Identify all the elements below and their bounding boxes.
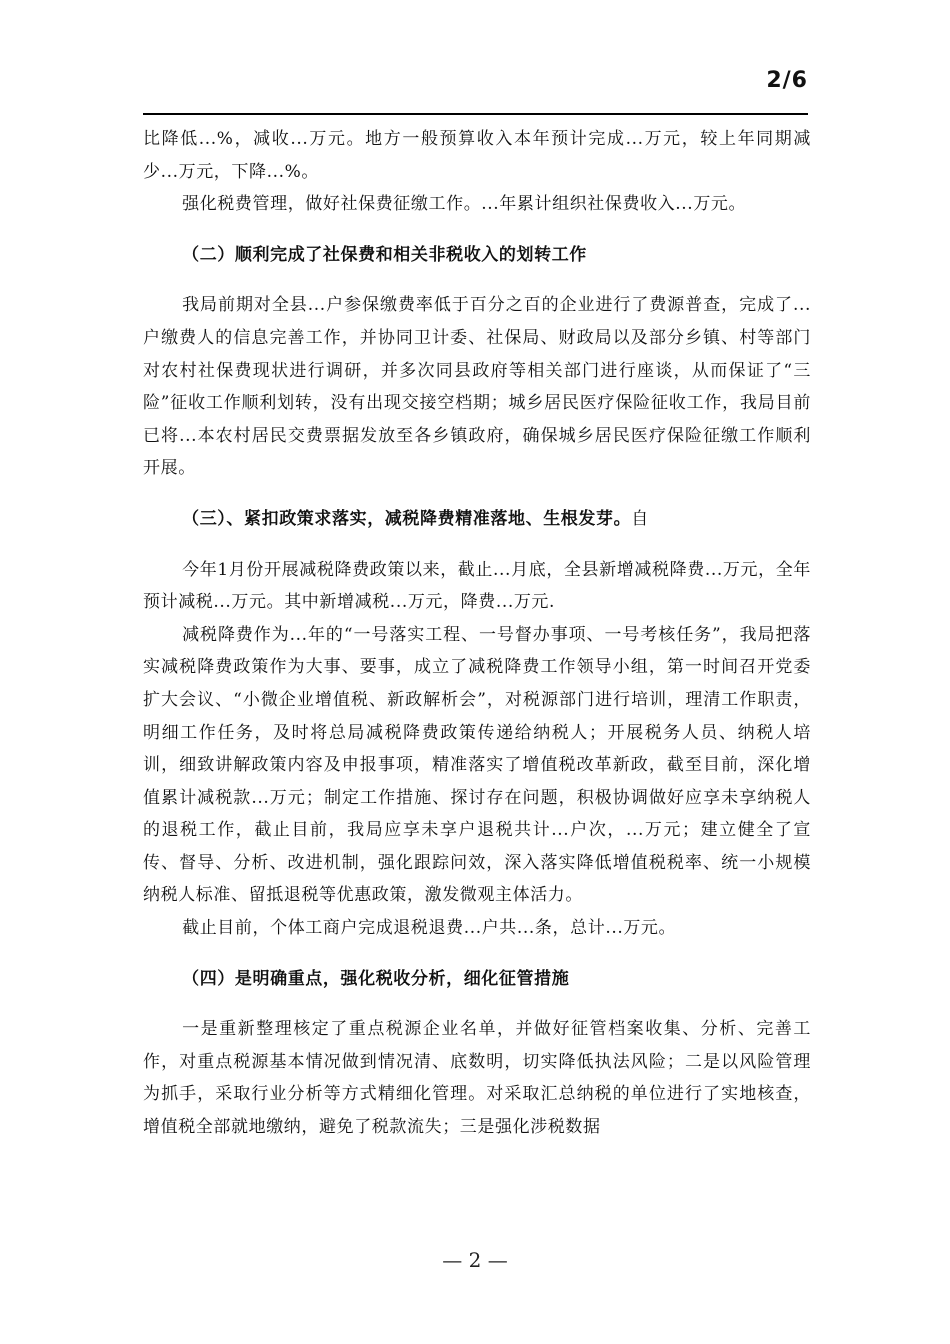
paragraph-4: 今年1月份开展减税降费政策以来，截止...月底，全县新增减税降费...万元，全年预计减税...万元。其中新增减税...万元，降费...万元. (143, 559, 811, 613)
paragraph-5: 减税降费作为...年的“一号落实工程、一号督办事项、一号考核任务”，我局把落实减税降费政策作为大事、要事，成立了减税降费工作领导小组，第一时间召开党委扩大会议、“小微企业增值税、新政解析会”，对税源部门进行培训，理清工作职责，明细工作任务，及时将总局减税降费政策传递给纳税人；开展税务人员、纳税人培训，细致讲解政策内容及申报事项，精准落实了增值税改革新政，截至目前，深化增值累计减税款...万元；制定工作措施、探讨存在问题，积极协调做好应享未享纳税人的退税工作，截止目前，我局应享未享户退税共计...户次，...万元；建立健全了宣传、督导、分析、改进机制，强化跟踪问效，深入落实降低增值税税率、统一小规模纳税人标准、留抵退税等优惠政策，激发微观主体活力。 (143, 624, 811, 906)
paragraph-1: 比降低...%，减收...万元。地方一般预算收入本年预计完成...万元，较上年同期减少...万元，下降...%。 (143, 129, 811, 182)
document-body (143, 123, 811, 1144)
section-heading-3-suffix: 自 (631, 508, 649, 529)
page-indicator: 2/6 (766, 68, 808, 93)
paragraph-6: 截止目前，个体工商户完成退税退费...户共...条，总计...万元。 (182, 918, 677, 939)
paragraph-7: 一是重新整理核定了重点税源企业名单，并做好征管档案收集、分析、完善工作，对重点税源基本情况做到情况清、底数明，切实降低执法风险；二是以风险管理为抓手，采取行业分析等方式精细化管理。对采取汇总纳税的单位进行了实地核查，增值税全部就地缴纳，避免了税款流失；三是强化涉税数据 (143, 1019, 811, 1138)
section-heading-4: （四）是明确重点，强化税收分析，细化征管措施 (182, 968, 570, 989)
section-heading-3 (143, 503, 811, 536)
paragraph-2: 强化税费管理，做好社保费征缴工作。...年累计组织社保费收入...万元。 (182, 194, 747, 215)
header-rule (143, 113, 808, 115)
footer-page-number: — 2 — (442, 1248, 508, 1272)
paragraph-3: 我局前期对全县...户参保缴费率低于百分之百的企业进行了费源普查，完成了...户缴费人的信息完善工作，并协同卫计委、社保局、财政局以及部分乡镇、村等部门对农村社保费现状进行调研，并多次同县政府等相关部门进行座谈，从而保证了“三险”征收工作顺利划转，没有出现交接空档期；城乡居民医疗保险征收工作，我局目前已将...本农村居民交费票据发放至各乡镇政府，确保城乡居民医疗保险征缴工作顺利开展。 (143, 295, 811, 479)
section-heading-3-text: （三）、紧扣政策求落实，减税降费精准落地、生根发芽。 (182, 508, 632, 529)
section-heading-2: （二）顺利完成了社保费和相关非税收入的划转工作 (182, 244, 587, 265)
